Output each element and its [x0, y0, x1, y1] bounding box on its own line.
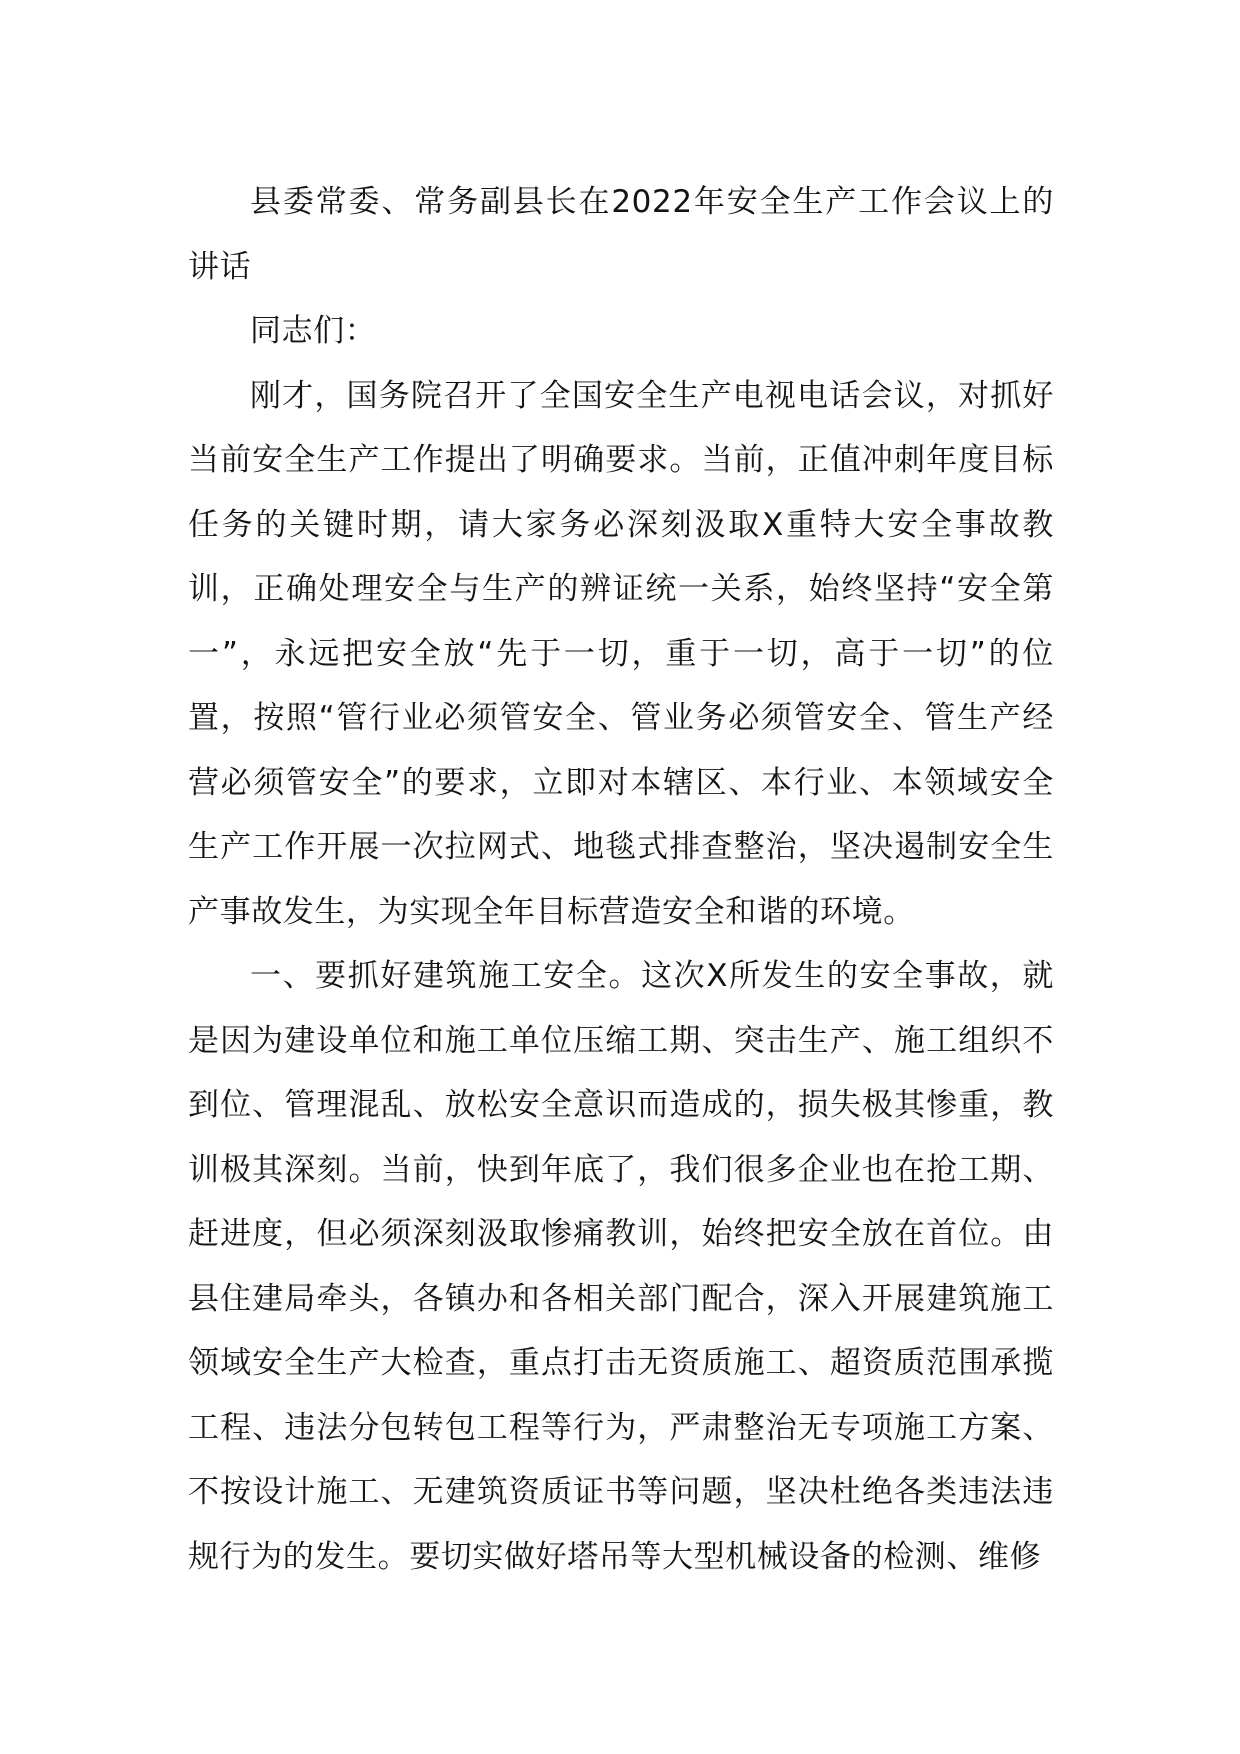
document-title: 县委常委、常务副县长在2022年安全生产工作会议上的讲话 — [188, 184, 1054, 285]
body-paragraph-1: 刚才，国务院召开了全国安全生产电视电话会议，对抓好当前安全生产工作提出了明确要求。当前，正值冲刺年度目标任务的关键时期，请大家务必深刻汲取X重特大安全事故教训，正确处理安全与生产的辨证统一关系，始终坚持“安全第一”，永远把安全放“先于一切，重于一切，高于一切”的位置，按照“管行业必须管安全、管业务必须管安全、管生产经营必须管安全”的要求，立即对本辖区、本行业、本领域安全生产工作开展一次拉网式、地毯式排查整治，坚决遏制安全生产事故发生，为实现全年目标营造安全和谐的环境。 — [188, 377, 1054, 930]
body-paragraph-2: 一、要抓好建筑施工安全。这次X所发生的安全事故，就是因为建设单位和施工单位压缩工期、突击生产、施工组织不到位、管理混乱、放松安全意识而造成的，损失极其惨重，教训极其深刻。当前，快到年底了，我们很多企业也在抢工期、赶进度，但必须深刻汲取惨痛教训，始终把安全放在首位。由县住建局牵头，各镇办和各相关部门配合，深入开展建筑施工领域安全生产大检查，重点打击无资质施工、超资质范围承揽工程、违法分包转包工程等行为，严肃整治无专项施工方案、不按设计施工、无建筑资质证书等问题，坚决杜绝各类违法违规行为的发生。要切实做好塔吊等大型机械设备的检测、维修 — [188, 958, 1054, 1575]
document-body — [188, 170, 1054, 1589]
salutation: 同志们： — [250, 313, 377, 349]
